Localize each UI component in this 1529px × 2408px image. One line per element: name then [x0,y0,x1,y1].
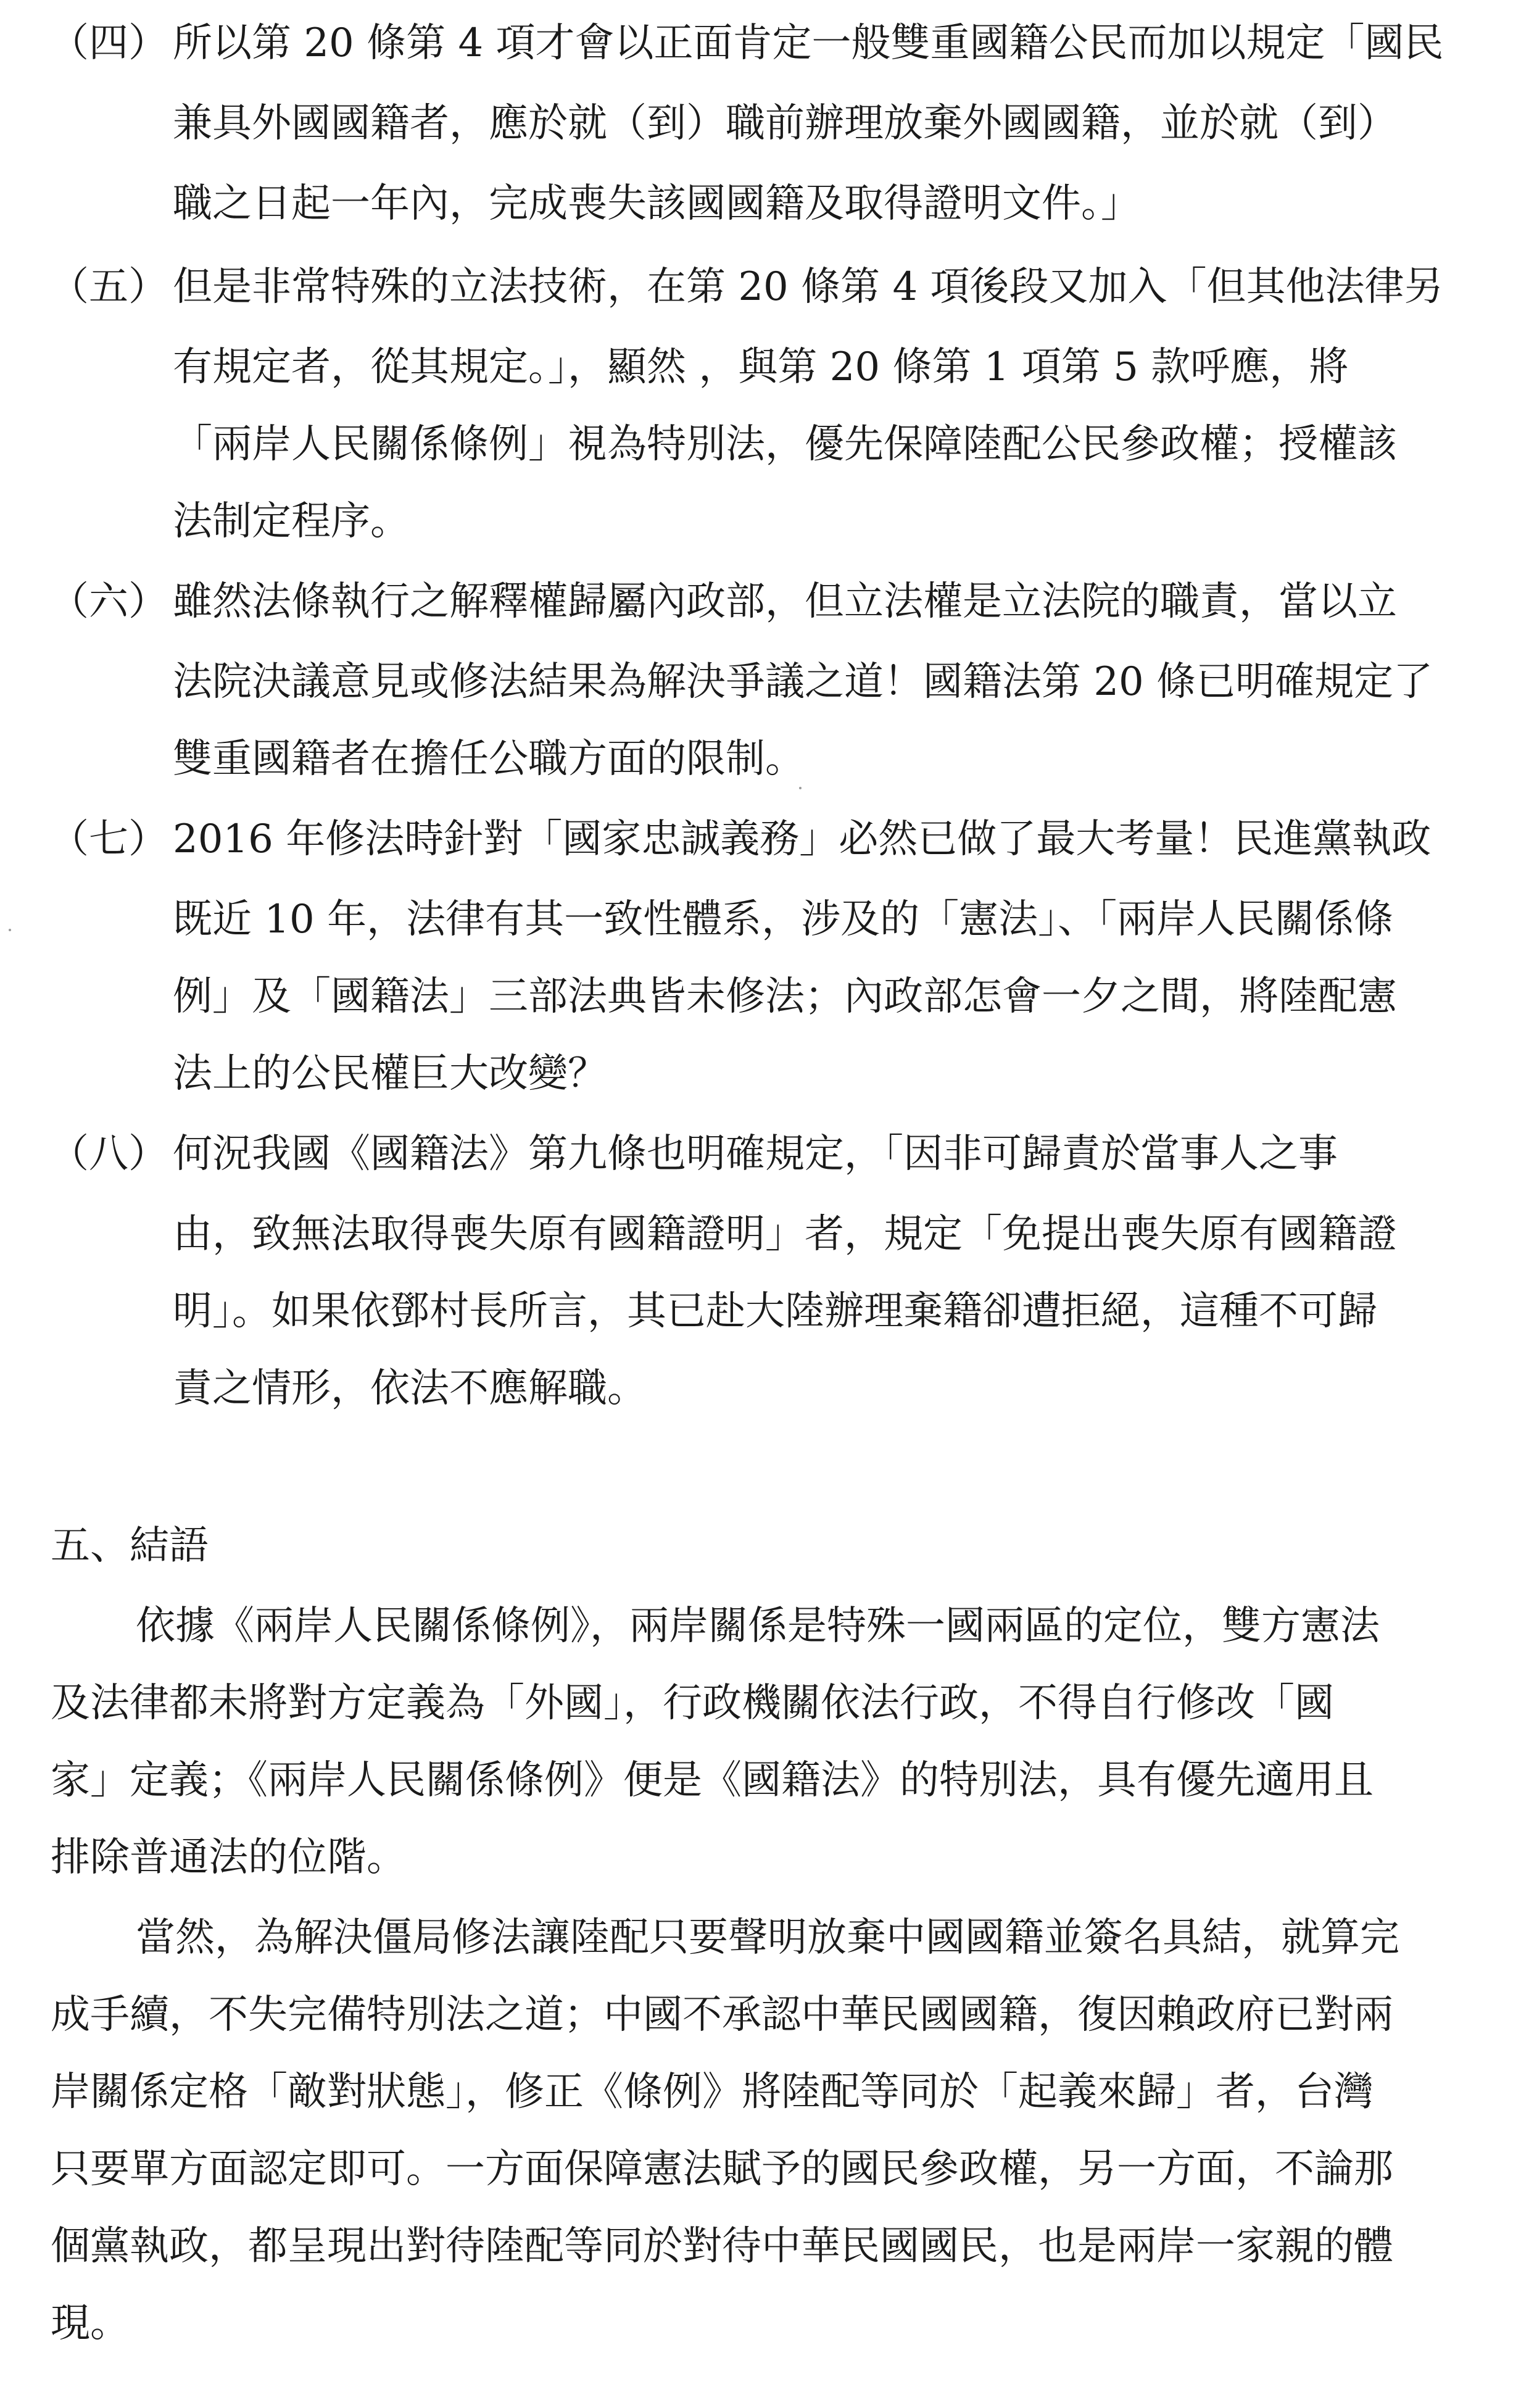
item-line: 何況我國《國籍法》第九條也明確規定，「因非可歸責於當事人之事 [173,1131,1338,1177]
item-line: 「兩岸人民關係條例」視為特別法，優先保障陸配公民參政權；授權該 [173,421,1397,467]
item-line: 雖然法條執行之解釋權歸屬內政部，但立法權是立法院的職責，當以立 [173,579,1397,625]
item-line: 既近 10 年，法律有其一致性體系，涉及的「憲法」、「兩岸人民關係條 [173,897,1394,942]
scan-speck [799,787,802,789]
item-line: 法制定程序。 [173,499,410,544]
item-number: （四） [49,20,168,66]
item-line: 法院決議意見或修法結果為解決爭議之道！國籍法第 20 條已明確規定了 [173,659,1433,705]
item-line: 法上的公民權巨大改變？ [173,1051,607,1097]
item-line: 由，致無法取得喪失原有國籍證明」者，規定「免提出喪失原有國籍證 [173,1211,1397,1257]
item-line: 兼具外國國籍者，應於就（到）職前辦理放棄外國國籍，並於就（到） [173,101,1397,146]
paragraph-line: 個黨執政，都呈現出對待陸配等同於對待中華民國國民，也是兩岸一家親的體 [51,2223,1393,2269]
paragraph-line: 家」定義；《兩岸人民關係條例》便是《國籍法》的特別法，具有優先適用且 [51,1758,1374,1803]
item-number: （六） [49,579,168,625]
paragraph-line: 成手續，不失完備特別法之道；中國不承認中華民國國籍，復因賴政府已對兩 [51,1992,1393,2038]
item-line: 有規定者，從其規定。」，顯然 ，與第 20 條第 1 項第 5 款呼應，將 [173,344,1349,390]
paragraph-line: 岸關係定格「敵對狀態」，修正《條例》將陸配等同於「起義來歸」者，台灣 [51,2069,1374,2115]
item-line: 但是非常特殊的立法技術，在第 20 條第 4 項後段又加入「但其他法律另 [173,264,1444,310]
paragraph-line: 當然，為解決僵局修法讓陸配只要聲明放棄中國國籍並簽名具結，就算完 [136,1915,1399,1961]
paragraph-line: 依據《兩岸人民關係條例》，兩岸關係是特殊一國兩區的定位，雙方憲法 [136,1603,1380,1649]
paragraph-line: 及法律都未將對方定義為「外國」，行政機關依法行政，不得自行修改「國 [51,1680,1334,1726]
item-number: （八） [49,1131,168,1177]
item-line: 明」。如果依鄧村長所言，其已赴大陸辦理棄籍卻遭拒絕，這種不可歸 [173,1289,1377,1334]
scan-speck [9,929,11,931]
item-line: 責之情形，依法不應解職。 [173,1366,647,1411]
paragraph-line: 排除普通法的位階。 [51,1835,406,1880]
item-number: （七） [49,816,168,862]
item-line: 職之日起一年內，完成喪失該國國籍及取得證明文件。」 [173,181,1140,226]
item-line: 雙重國籍者在擔任公職方面的限制。 [173,736,805,782]
item-number: （五） [49,264,168,310]
item-line: 2016 年修法時針對「國家忠誠義務」必然已做了最大考量！民進黨執政 [173,816,1432,862]
paragraph-line: 只要單方面認定即可。一方面保障憲法賦予的國民參政權，另一方面，不論那 [51,2146,1393,2192]
section-heading: 五、結語 [51,1523,209,1569]
item-line: 例」及「國籍法」三部法典皆未修法；內政部怎會一夕之間，將陸配憲 [173,974,1397,1019]
item-line: 所以第 20 條第 4 項才會以正面肯定一般雙重國籍公民而加以規定「國民 [173,20,1444,66]
paragraph-line: 現。 [51,2301,130,2346]
